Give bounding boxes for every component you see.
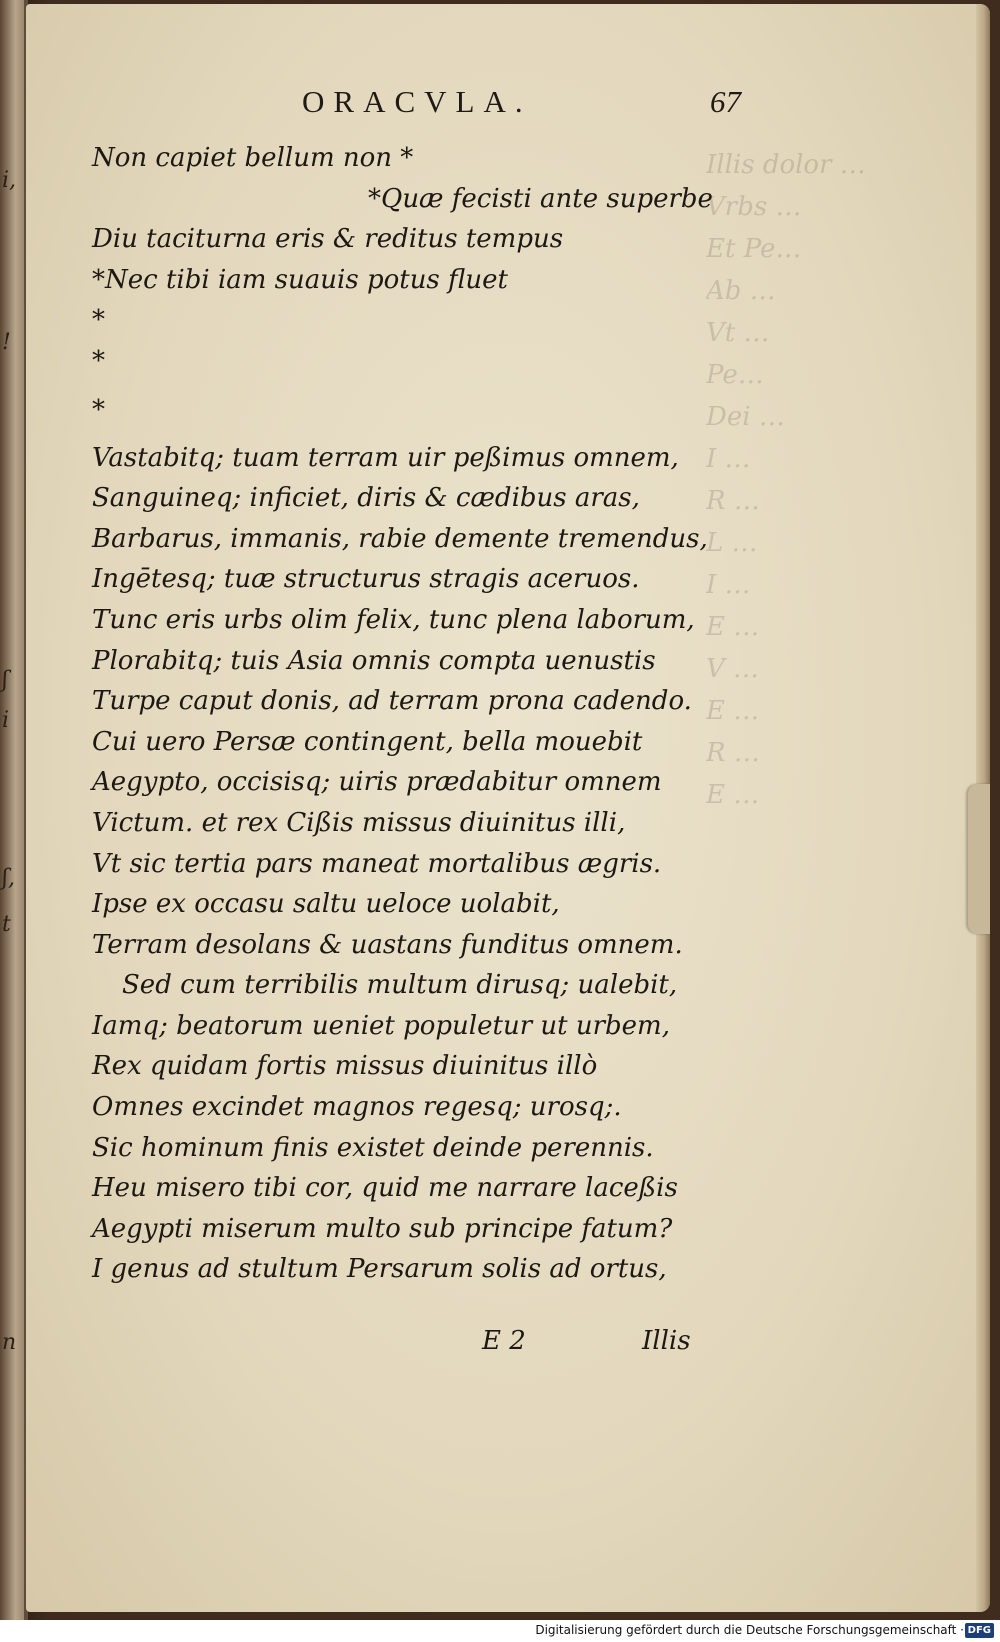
text-line: * (92, 345, 105, 376)
text-line: Terram desolans & uastans funditus omnem. (92, 929, 683, 960)
text-line: Aegypto, occisisq; uiris prædabitur omnem (92, 767, 662, 798)
facing-mark: i (2, 708, 10, 733)
text-line: Plorabitq; tuis Asia omnis compta uenustis (92, 645, 656, 676)
text-line: Non capiet bellum non * (92, 143, 414, 173)
digitization-credit: Digitalisierung gefördert durch die Deutsche Forschungsgemeinschaft · (535, 1623, 964, 1637)
text-line: * (92, 305, 105, 336)
text-line: Iamq; beatorum ueniet populetur ut urbem, (92, 1010, 670, 1041)
text-line: Vt sic tertia pars maneat mortalibus ægris. (92, 848, 662, 879)
text-line: Ingētesq; tuæ structurus stragis aceruos. (92, 564, 640, 595)
text-line: Cui uero Persæ contingent, bella mouebit (92, 726, 643, 757)
text-block (92, 138, 732, 1290)
text-line: Tunc eris urbs olim felix, tunc plena laborum, (92, 604, 695, 635)
facing-mark: ʃ, (2, 866, 15, 891)
page-number: 67 (710, 84, 741, 119)
facing-mark: ! (2, 330, 11, 355)
text-line: Aegypti miserum multo sub principe fatum? (92, 1213, 673, 1244)
text-line: Heu misero tibi cor, quid me narrare laceßis (92, 1173, 678, 1204)
text-line: Sic hominum finis existet deinde perennis. (92, 1132, 654, 1163)
text-line: * (92, 394, 105, 425)
text-line: Diu taciturna eris & reditus tempus (92, 224, 564, 255)
text-line: Sed cum terribilis multum dirusq; ualebit, (122, 970, 678, 1001)
catchword: Illis (642, 1326, 691, 1356)
text-line: Turpe caput donis, ad terram prona cadendo. (92, 686, 692, 717)
facing-mark: ʃ (2, 668, 8, 693)
book-page (26, 4, 990, 1612)
text-line: Barbarus, immanis, rabie demente tremendus, (92, 523, 708, 554)
text-line: Victum. et rex Cißis missus diuinitus illi, (92, 807, 626, 838)
text-line: Vastabitq; tuam terram uir peßimus omnem, (92, 442, 679, 473)
text-line: I genus ad stultum Persarum solis ad ortus, (92, 1254, 667, 1285)
facing-mark: i, (2, 168, 17, 193)
facing-mark: t (2, 912, 11, 937)
text-line: Ipse ex occasu saltu ueloce uolabit, (92, 889, 560, 920)
text-line: *Nec tibi iam suauis potus fluet (92, 264, 508, 295)
show-through-text: Illis dolor … Vrbs … Et Pe… Ab … Vt … Pe… Dei … I … R … L … I … E … V … E … R … E … (706, 150, 866, 810)
text-line: Rex quidam fortis missus diuinitus illò (92, 1051, 598, 1082)
running-head: ORACVLA. (302, 84, 532, 119)
page-marker-tab (968, 784, 990, 934)
signature-mark: E 2 (482, 1326, 526, 1356)
text-line: *Quæ fecisti ante superbe (368, 183, 713, 214)
text-line: Sanguineq; inficiet, diris & cædibus aras, (92, 483, 640, 514)
footer-bar (0, 1620, 1000, 1642)
text-line: Omnes excindet magnos regesq; urosq;. (92, 1092, 622, 1123)
dfg-logo: DFG (965, 1623, 994, 1638)
facing-mark: n (2, 1330, 17, 1355)
